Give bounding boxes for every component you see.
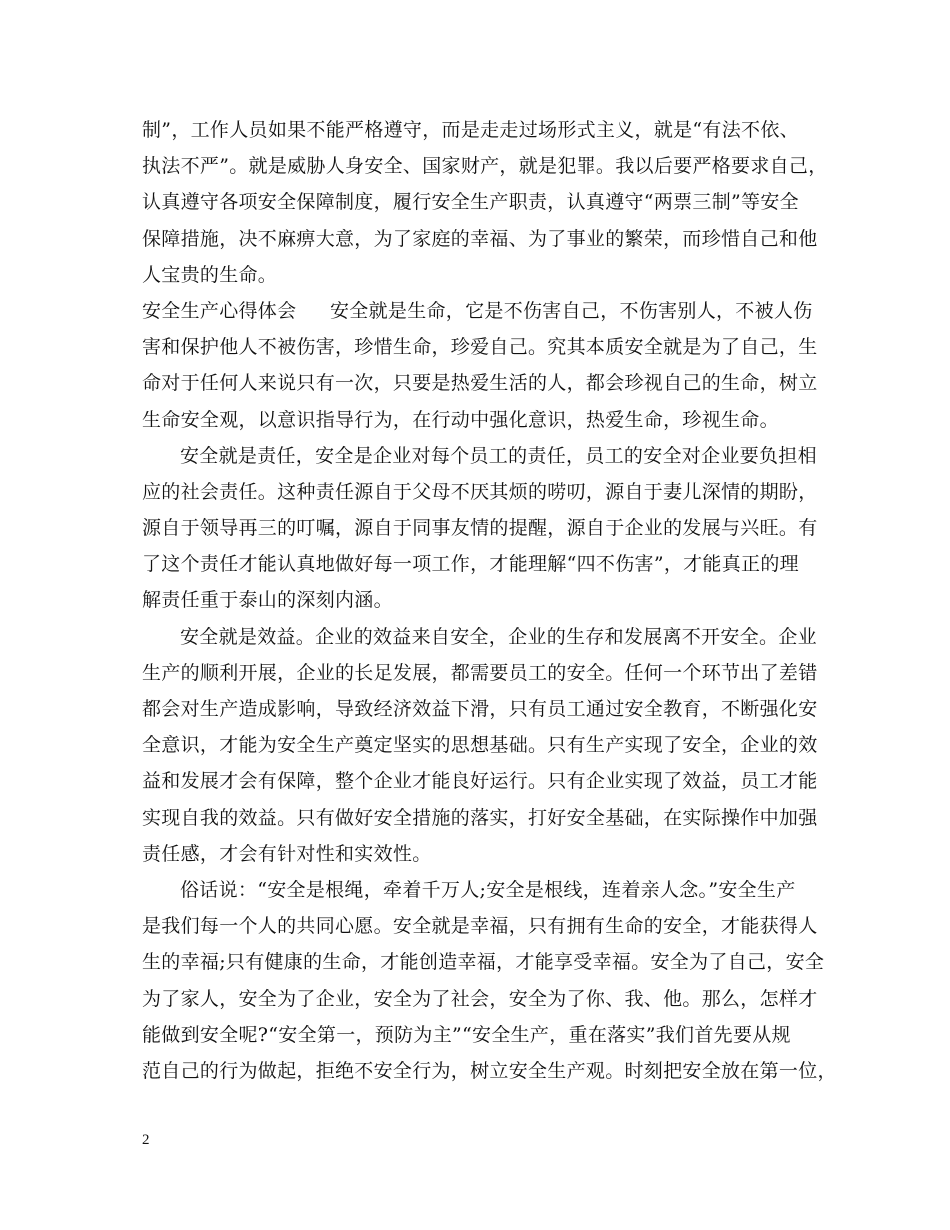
- text-line: 全意识，才能为安全生产奠定坚实的思想基础。只有生产实现了安全，企业的效: [142, 734, 818, 757]
- paragraph-first-line: 俗话说：“安全是根绳，牵着千万人;安全是根线，连着亲人念。”安全生产: [180, 878, 796, 901]
- text-line: 害和保护他人不被伤害，珍惜生命，珍爱自己。究其本质安全就是为了自己，生: [142, 336, 818, 359]
- text-line: 都会对生产造成影响，导致经济效益下滑，只有员工通过安全教育，不断强化安: [142, 698, 818, 720]
- text-line: 能做到安全呢?“安全第一，预防为主”“安全生产，重在落实”我们首先要从规: [142, 1023, 791, 1046]
- text-line: 生产的顺利开展，企业的长足发展，都需要员工的安全。任何一个环节出了差错: [142, 661, 818, 684]
- section-first-line: 安全就是生命，它是不伤害自己，不伤害别人，不被人伤: [330, 299, 813, 322]
- text-line: 执法不严”。就是威胁人身安全、国家财产，就是犯罪。我以后要严格要求自己，: [142, 155, 828, 178]
- text-line: 范自己的行为做起，拒绝不安全行为，树立安全生产观。时刻把安全放在第一位，: [142, 1059, 837, 1082]
- text-line: 责任感，才会有针对性和实效性。: [142, 842, 432, 865]
- text-line: 命对于任何人来说只有一次，只要是热爱生活的人，都会珍视自己的生命，树立: [142, 372, 818, 395]
- text-line: 人宝贵的生命。: [142, 263, 278, 286]
- text-line: 制”，工作人员如果不能严格遵守，而是走走过场形式主义，就是“有法不依、: [142, 119, 799, 141]
- text-line: 源自于领导再三的叮嘱，源自于同事友情的提醒，源自于企业的发展与兴旺。有: [142, 517, 818, 540]
- text-line: 认真遵守各项安全保障制度，履行安全生产职责，认真遵守“两票三制”等安全: [142, 191, 799, 214]
- text-line: 为了家人，安全为了企业，安全为了社会，安全为了你、我、他。那么，怎样才: [142, 987, 818, 1010]
- section-heading-line: [142, 293, 822, 329]
- page-number: 2: [142, 1132, 150, 1148]
- text-line: 应的社会责任。这种责任源自于父母不厌其烦的唠叨，源自于妻儿深情的期盼，: [142, 480, 818, 503]
- text-line: 是我们每一个人的共同心愿。安全就是幸福，只有拥有生命的安全，才能获得人: [142, 915, 818, 938]
- section-heading: 安全生产心得体会: [142, 299, 297, 322]
- text-line: 实现自我的效益。只有做好安全措施的落实，打好安全基础，在实际操作中加强: [142, 806, 818, 829]
- text-line: 益和发展才会有保障，整个企业才能良好运行。只有企业实现了效益，员工才能: [142, 770, 818, 793]
- text-line: 解责任重于泰山的深刻内涵。: [142, 589, 393, 612]
- text-line: 生命安全观，以意识指导行为，在行动中强化意识，热爱生命，珍视生命。: [142, 408, 779, 431]
- paragraph-first-line: 安全就是责任，安全是企业对每个员工的责任，员工的安全对企业要负担相: [180, 444, 817, 467]
- text-line: 保障措施，决不麻痹大意，为了家庭的幸福、为了事业的繁荣，而珍惜自己和他: [142, 227, 818, 250]
- text-line: 了这个责任才能认真地做好每一项工作，才能理解“四不伤害”，才能真正的理: [142, 553, 799, 576]
- text-line: 生的幸福;只有健康的生命，才能创造幸福，才能享受幸福。安全为了自己，安全: [142, 951, 825, 974]
- body-text: [142, 112, 837, 1089]
- paragraph-first-line: 安全就是效益。企业的效益来自安全，企业的生存和发展离不开安全。企业: [180, 625, 817, 648]
